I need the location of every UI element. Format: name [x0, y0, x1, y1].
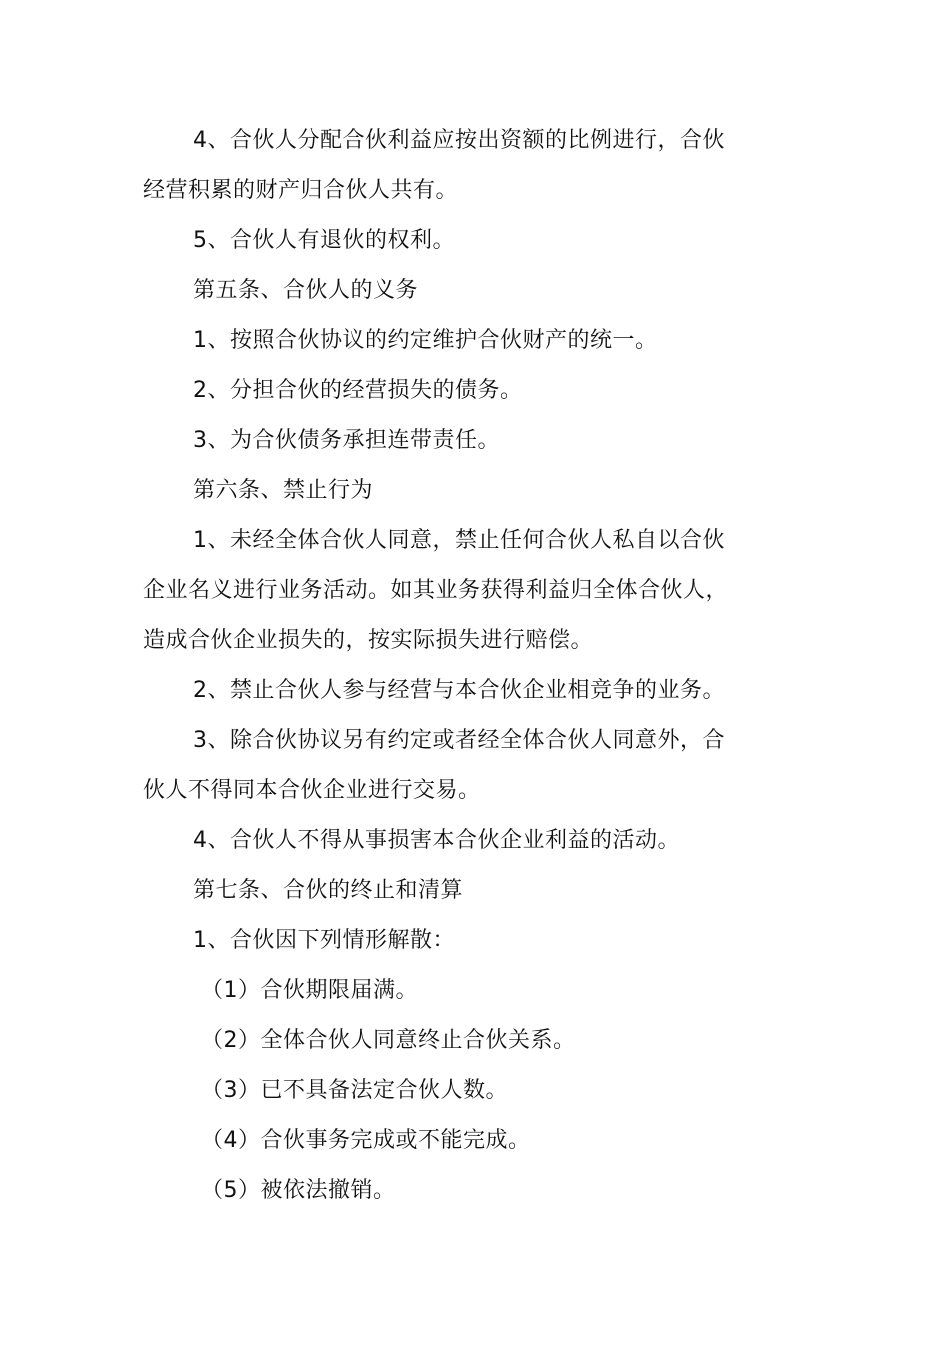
list-item: （3）已不具备法定合伙人数。	[201, 1078, 508, 1103]
paragraph-line: 3、除合伙协议另有约定或者经全体合伙人同意外，合	[193, 728, 725, 753]
paragraph-line: 1、合伙因下列情形解散：	[193, 928, 455, 953]
list-item: （4）合伙事务完成或不能完成。	[201, 1128, 531, 1153]
section-heading: 第五条、合伙人的义务	[193, 278, 419, 303]
paragraph-line: 伙人不得同本合伙企业进行交易。	[143, 778, 481, 803]
paragraph-line: 3、为合伙债务承担连带责任。	[193, 428, 500, 453]
list-item: （2）全体合伙人同意终止合伙关系。	[201, 1028, 576, 1053]
paragraph-line: 造成合伙企业损失的，按实际损失进行赔偿。	[143, 628, 594, 653]
paragraph-line: 4、合伙人分配合伙利益应按出资额的比例进行，合伙	[193, 128, 725, 153]
paragraph-line: 4、合伙人不得从事损害本合伙企业利益的活动。	[193, 828, 680, 853]
paragraph-line: 2、禁止合伙人参与经营与本合伙企业相竞争的业务。	[193, 678, 725, 703]
section-heading: 第七条、合伙的终止和清算	[193, 878, 464, 903]
section-heading: 第六条、禁止行为	[193, 478, 374, 503]
paragraph-line: 1、按照合伙协议的约定维护合伙财产的统一。	[193, 328, 658, 353]
paragraph-line: 1、未经全体合伙人同意，禁止任何合伙人私自以合伙	[193, 528, 725, 553]
paragraph-line: 5、合伙人有退伙的权利。	[193, 228, 455, 253]
paragraph-line: 2、分担合伙的经营损失的债务。	[193, 378, 523, 403]
list-item: （1）合伙期限届满。	[201, 978, 418, 1003]
list-item: （5）被依法撤销。	[201, 1178, 396, 1203]
paragraph-line: 企业名义进行业务活动。如其业务获得利益归全体合伙人，	[143, 578, 729, 603]
paragraph-line: 经营积累的财产归合伙人共有。	[143, 178, 459, 203]
